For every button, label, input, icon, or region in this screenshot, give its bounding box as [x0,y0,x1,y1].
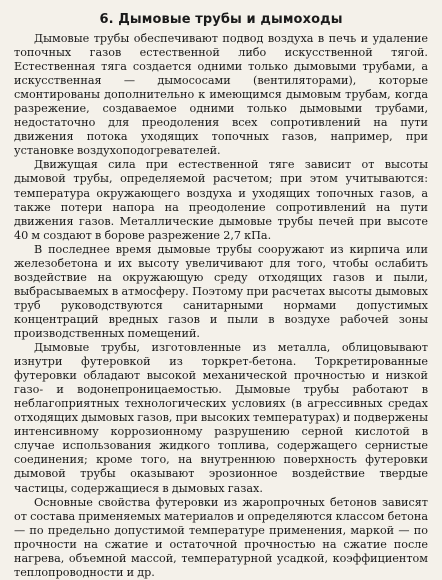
section-title: 6. Дымовые трубы и дымоходы [99,12,343,27]
paragraph-2: Движущая сила при естественной тяге зависит от высоты дымовой трубы, определяемой расчетом; при этом учитываются: температура окружающего воздуха и уходящих топочных газов, а также потери напора на преодоление сопротивлений на пути движения газов. Металлические дымовые трубы печей при высоте 40 м создают в борове разрежение 2,7 кПа. [14,158,428,242]
paragraph-5: Основные свойства футеровки из жаропрочных бетонов зависят от состава применяемых материалов и определяются классом бетона — по предельно допустимой температуре применения, маркой — по прочности на сжатие и остаточной прочностью на сжатие после нагрева, объемной массой, температурной усадкой, коэффициентом теплопроводности и др. [14,495,428,579]
paragraph-1: Дымовые трубы обеспечивают подвод воздуха в печь и удаление топочных газов естественной либо искусственной тягой. Естественная тяга создается одними только дымовыми трубами, а искусственная — дымососами (вентиляторами), которые смонтированы дополнительно к имеющимся дымовым трубам, когда разрежение, создаваемое одними только дымовыми трубами, недостаточно для преодоления всех сопротивлений на пути движения потока уходящих топочных газов, например, при установке воздухоподогревателей. [14,32,428,158]
paragraph-3: В последнее время дымовые трубы сооружают из кирпича или железобетона и их высоту увеличивают для того, чтобы ослабить воздействие на окружающую среду отходящих газов и пыли, выбрасываемых в атмосферу. Поэтому при расчетах высоты дымовых труб руководствуются санитарными нормами допустимых концентраций вредных газов и пыли в воздухе рабочей зоны производственных помещений. [14,242,428,340]
paragraph-4: Дымовые трубы, изготовленные из металла, облицовывают изнутри футеровкой из торкрет-бетона. Торкретированные футеровки обладают высокой механической прочностью и низкой газо- и водонепроницаемостью. Дымовые трубы работают в неблагоприятных технологических условиях (в агрессивных средах отходящих дымовых газов, при высоких температурах) и подвержены интенсивному коррозионному разрушению серной кислотой в случае использования жидкого топлива, содержащего сернистые соединения; кроме того, на внутреннюю поверхность футеровки дымовой трубы оказывают эрозионное воздействие твердые частицы, содержащиеся в дымовых газах. [14,341,428,495]
